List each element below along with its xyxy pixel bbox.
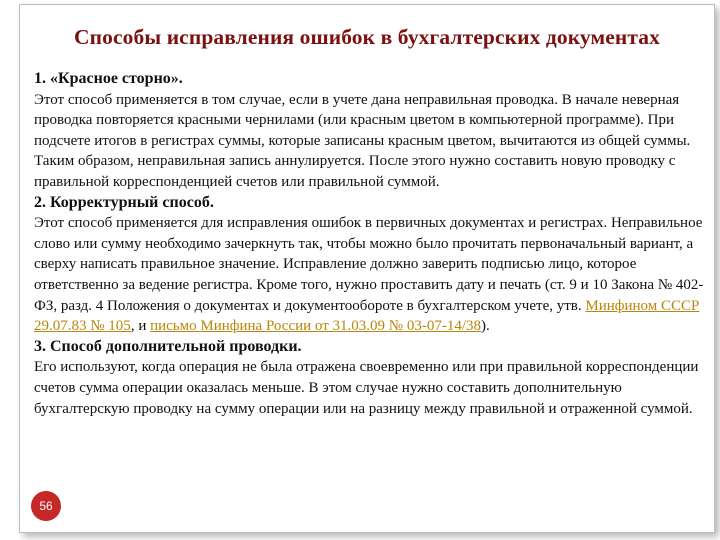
link-minfin-ussr-order[interactable]: Минфином СССР 29.07.83 № 105: [34, 297, 700, 335]
section-text-additional-entry: Его используют, когда операция не была отражена своевременно или при правильной корреспонденции счетов сумма операции оказалась меньше. В этом случае нужно составить дополнительную бухгалтерскую проводку на сумму операции или на разницу между правильной и отраженной суммой.: [34, 359, 699, 417]
section-text-correction: [34, 213, 706, 337]
section-heading-correction: 2. Корректурный способ.: [34, 193, 214, 211]
section-text-red-storno: Этот способ применяется в том случае, если в учете дана неправильная проводка. В начале неверная проводка повторяется красными чернилами (или красным цветом в компьютерной программе). При подсчете итогов в регистрах суммы, которые записаны красным цветом, вычитаются из общей суммы. Таким образом, неправильная запись аннулируется. После этого нужно составить новую проводку с правильной корреспонденцией счетов или правильной суммой.: [34, 91, 691, 190]
slide-content: [34, 69, 706, 419]
page-number-badge: 56: [31, 491, 61, 521]
correction-text-between: , и: [130, 318, 151, 335]
section-heading-red-storno: 1. «Красное сторно».: [34, 70, 183, 87]
correction-text-end: ).: [481, 318, 490, 335]
correction-text-part: Этот способ применяется для исправления ошибок в первичных документах и регистрах. Неправильное слово или сумму необходимо зачеркнуть так, чтобы можно было прочитать первоначальный вариант, а сверху написать правильное значение. Исправление должно заверить подписью лицо, которое ответственно за ведение регистра. Кроме того, нужно проставить дату и печать (ст. 9 и 10 Закона № 402-ФЗ, разд. 4 Положения о документах и документообороте в бухгалтерском учете, утв.: [34, 215, 704, 314]
section-heading-additional-entry: 3. Способ дополнительной проводки.: [34, 337, 302, 355]
link-minfin-russia-letter[interactable]: письмо Минфина России от 31.03.09 № 03-07-14/38: [150, 318, 482, 335]
slide-title: Способы исправления ошибок в бухгалтерских документах: [74, 25, 660, 49]
slide-frame: [19, 4, 715, 533]
